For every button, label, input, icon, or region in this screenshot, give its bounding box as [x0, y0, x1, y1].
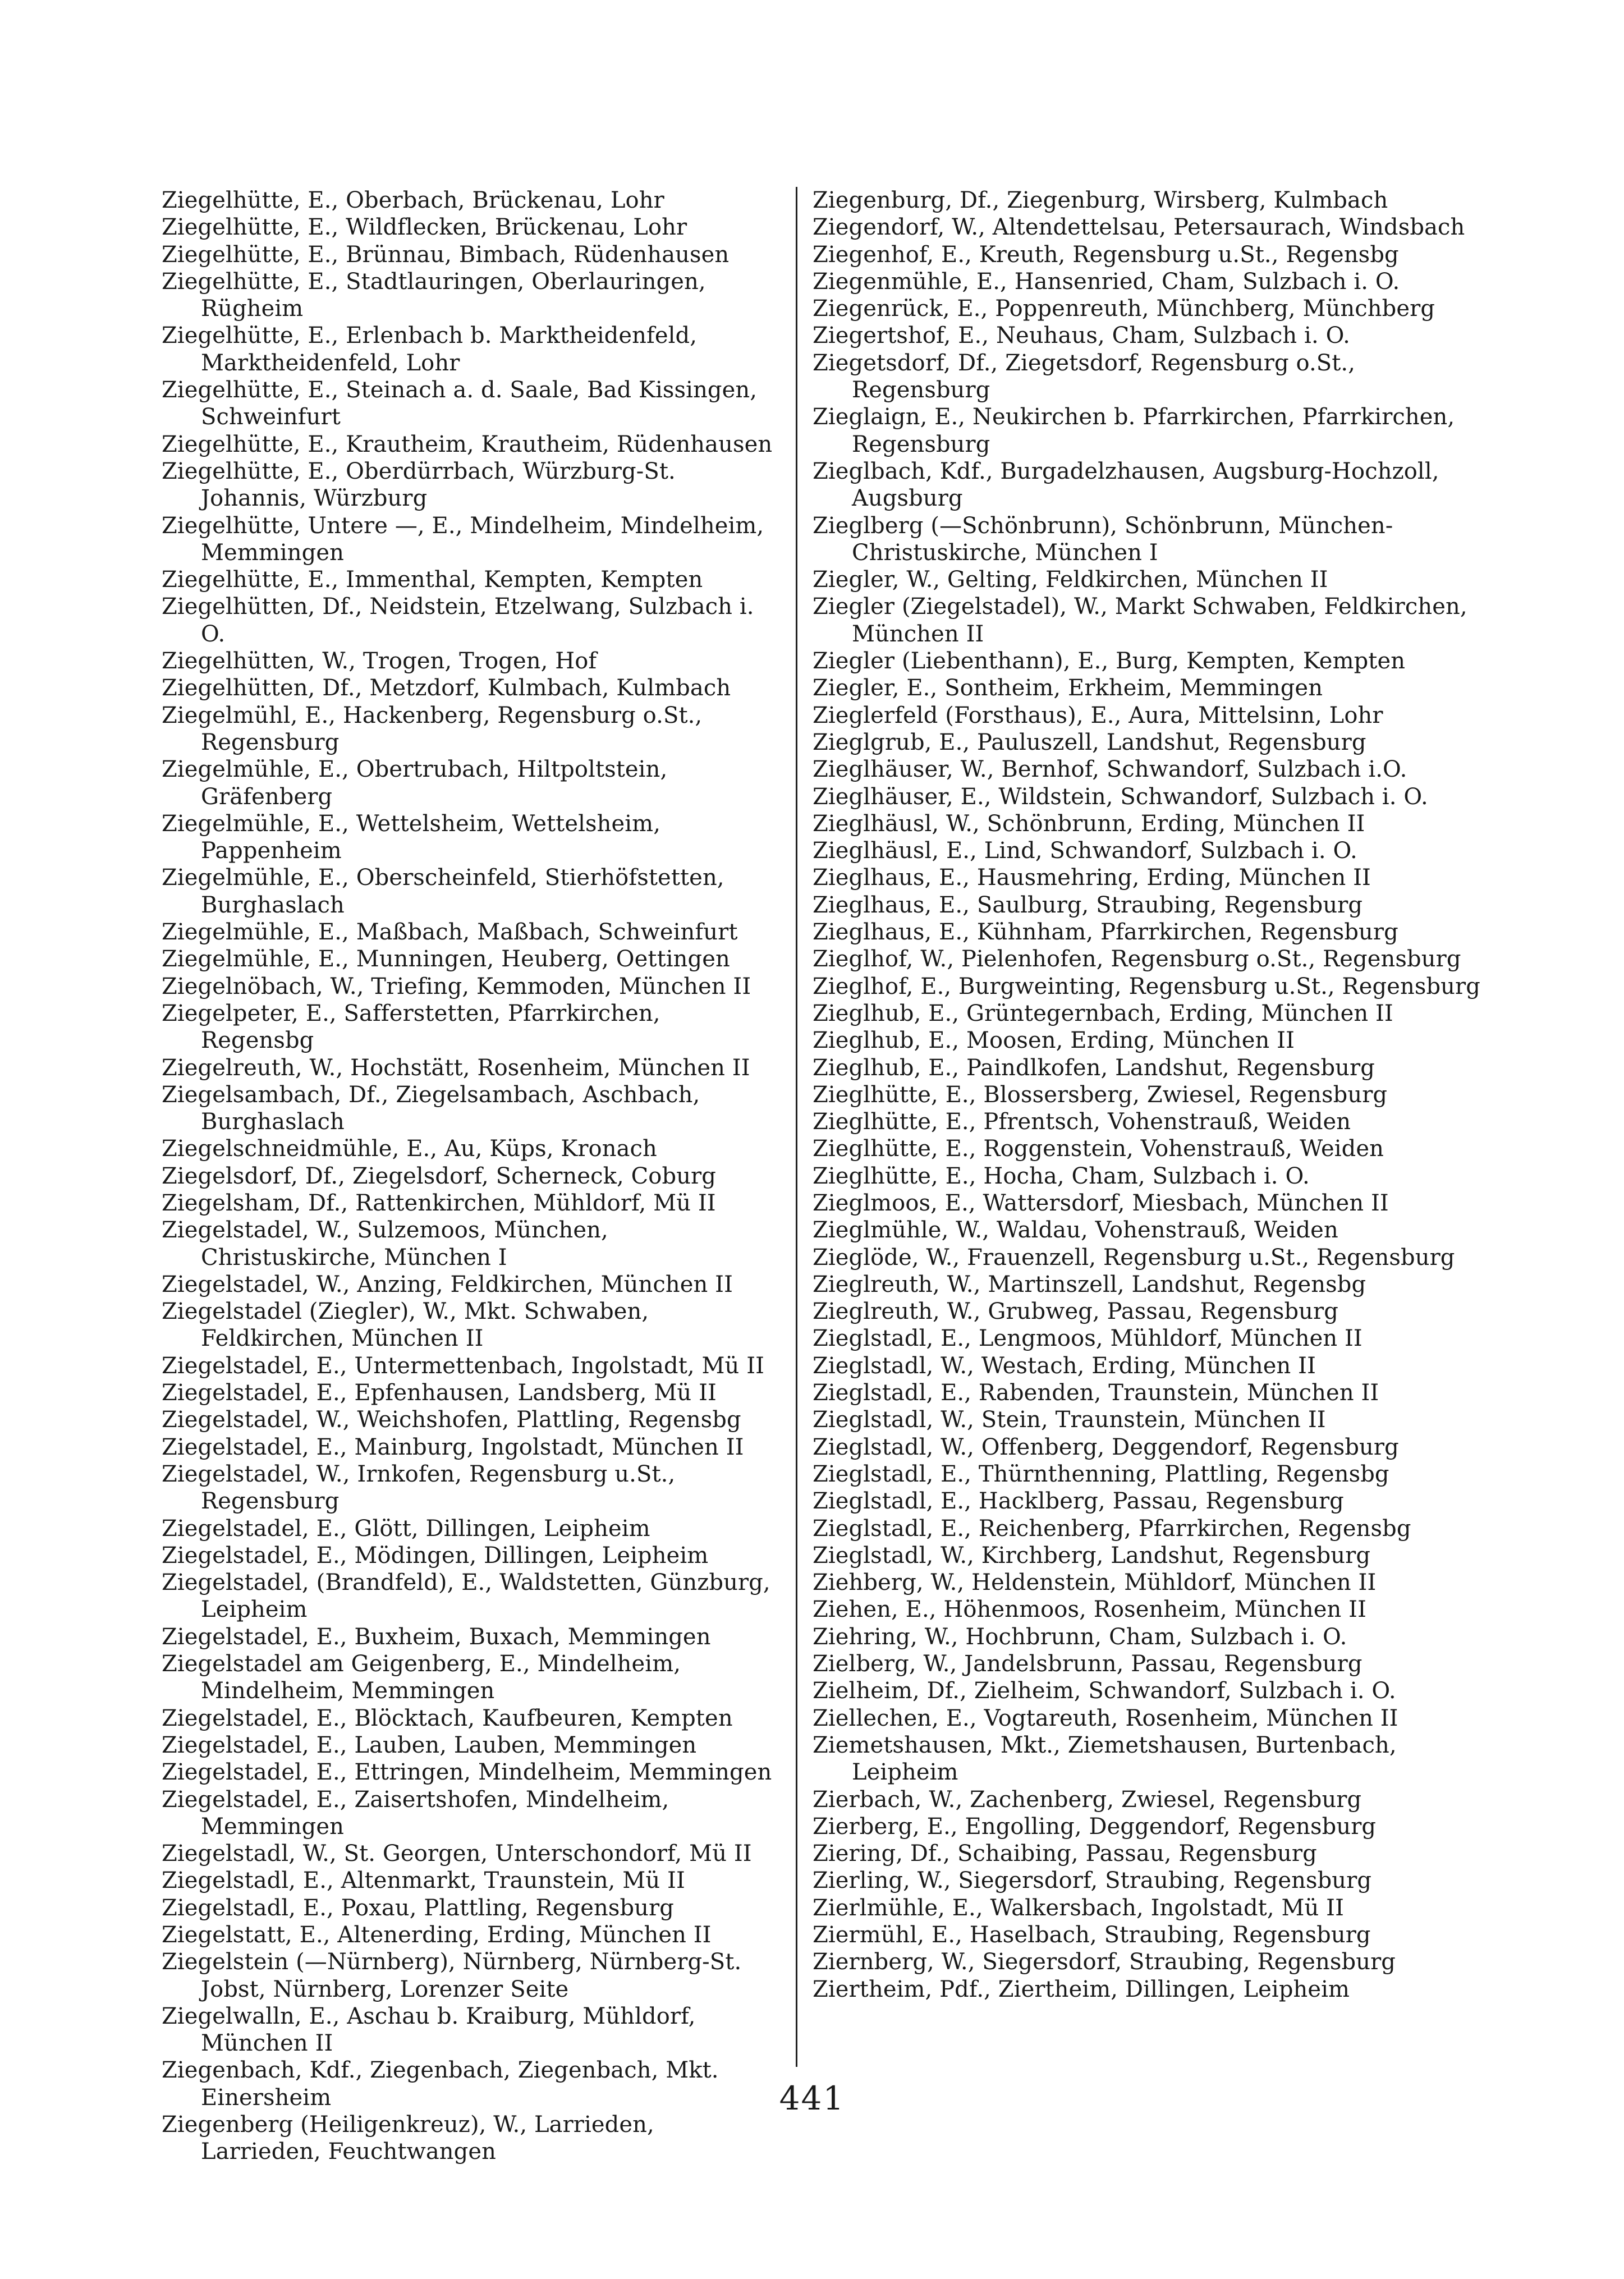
index-entry: Zieglhaus, E., Kühnham, Pfarrkirchen, Regensburg	[813, 919, 1398, 946]
index-entry: Ziehberg, W., Heldenstein, Mühldorf, München II	[813, 1570, 1377, 1596]
index-entry: Ziegelmühle, E., Obertrubach, Hiltpoltstein, Gräfenberg	[162, 756, 668, 810]
index-entry: Ziegler, E., Sontheim, Erkheim, Memmingen	[813, 675, 1323, 701]
index-entry: Zieglmühle, W., Waldau, Vohenstrauß, Weiden	[813, 1217, 1338, 1244]
index-entry: Ziegelstadel, E., Ettringen, Mindelheim, Memmingen	[162, 1759, 772, 1786]
index-entry: Ziernberg, W., Siegersdorf, Straubing, Regensburg	[813, 1949, 1396, 1975]
index-entry: Ziegelstadel, W., Irnkofen, Regensburg u.St., Regensburg	[162, 1461, 676, 1515]
index-entry: Ziegelstadel, E., Mödingen, Dillingen, Leipheim	[162, 1542, 709, 1569]
index-entry: Ziering, Df., Schaibing, Passau, Regensburg	[813, 1841, 1317, 1867]
index-entry: Ziegelhütte, E., Oberbach, Brückenau, Lohr	[162, 187, 664, 213]
index-entry: Zierling, W., Siegersdorf, Straubing, Regensburg	[813, 1868, 1372, 1894]
index-entry: Ziegelstadel, E., Zaisertshofen, Mindelheim, Memmingen	[162, 1786, 669, 1840]
index-entry: Ziermühl, E., Haselbach, Straubing, Regensburg	[813, 1922, 1371, 1948]
index-entry: Ziegelstadel, E., Buxheim, Buxach, Memmingen	[162, 1624, 711, 1650]
index-entry: Zieglhäusl, E., Lind, Schwandorf, Sulzbach i. O.	[813, 838, 1357, 864]
index-entry: Ziegelmühle, E., Oberscheinfeld, Stierhöfstetten, Burghaslach	[162, 865, 724, 918]
index-entry: Ziegelsham, Df., Rattenkirchen, Mühldorf, Mü II	[162, 1190, 716, 1216]
index-entry: Ziegelstadl, E., Altenmarkt, Traunstein, Mü II	[162, 1868, 685, 1894]
index-entry: Ziegelstadel, E., Blöcktach, Kaufbeuren, Kempten	[162, 1705, 733, 1731]
index-entry: Zieglhäuser, W., Bernhof, Schwandorf, Sulzbach i.O.	[813, 756, 1407, 783]
index-entry: Ziegelstein (—Nürnberg), Nürnberg, Nürnberg-St. Jobst, Nürnberg, Lorenzer Seite	[162, 1949, 742, 2002]
index-entry: Ziegelstadel, E., Lauben, Lauben, Memmingen	[162, 1732, 697, 1758]
index-entry: Zieglstadl, E., Hacklberg, Passau, Regensburg	[813, 1488, 1344, 1515]
index-entry: Zieglgrub, E., Pauluszell, Landshut, Regensburg	[813, 729, 1366, 755]
index-entry: Zieglerfeld (Forsthaus), E., Aura, Mittelsinn, Lohr	[813, 702, 1383, 728]
index-entry: Ziegelstadl, E., Poxau, Plattling, Regensburg	[162, 1895, 674, 1921]
index-entry: Zieglstadl, E., Rabenden, Traunstein, München II	[813, 1380, 1379, 1406]
index-entry: Ziegelstadel, (Brandfeld), E., Waldstetten, Günzburg, Leipheim	[162, 1570, 770, 1623]
index-entry: Ziegelstadel, W., Anzing, Feldkirchen, München II	[162, 1271, 733, 1297]
index-entry: Zieglstadl, W., Offenberg, Deggendorf, Regensburg	[813, 1434, 1399, 1460]
index-entry: Zieglhütte, E., Roggenstein, Vohenstrauß, Weiden	[813, 1136, 1384, 1162]
index-entry: Ziegelhütte, Untere —, E., Mindelheim, Mindelheim, Memmingen	[162, 512, 764, 566]
index-entry: Zieglhütte, E., Hocha, Cham, Sulzbach i. O.	[813, 1163, 1310, 1189]
index-entry: Ziegelhütte, E., Oberdürrbach, Würzburg-St. Johannis, Würzburg	[162, 458, 676, 512]
index-entry: Ziegelstatt, E., Altenerding, Erding, München II	[162, 1922, 712, 1948]
column-divider	[796, 187, 797, 2067]
index-entry: Zielheim, Df., Zielheim, Schwandorf, Sulzbach i. O.	[813, 1678, 1396, 1704]
index-entry: Zieglaign, E., Neukirchen b. Pfarrkirchen, Pfarrkirchen, Regensburg	[813, 404, 1455, 457]
index-entry: Zieglhaus, E., Saulburg, Straubing, Regensburg	[813, 892, 1363, 918]
index-entry: Ziegelreuth, W., Hochstätt, Rosenheim, München II	[162, 1054, 750, 1081]
index-entry: Ziegelhütten, Df., Neidstein, Etzelwang, Sulzbach i. O.	[162, 594, 754, 647]
index-entry: Ziegelsdorf, Df., Ziegelsdorf, Scherneck, Coburg	[162, 1163, 716, 1189]
index-entry: Ziegenberg (Heiligenkreuz), W., Larrieden, Larrieden, Feuchtwangen	[162, 2112, 654, 2165]
index-entry: Ziegelhütte, E., Wildflecken, Brückenau, Lohr	[162, 214, 687, 241]
index-entry: Ziegelhütte, E., Immenthal, Kempten, Kempten	[162, 567, 703, 593]
index-entry: Ziegelschneidmühle, E., Au, Küps, Kronach	[162, 1136, 657, 1162]
index-entry: Ziegenbach, Kdf., Ziegenbach, Ziegenbach, Mkt. Einersheim	[162, 2057, 719, 2111]
index-entry: Ziegler (Ziegelstadel), W., Markt Schwaben, Feldkirchen, München II	[813, 594, 1467, 647]
index-entry: Ziegelstadel, E., Glött, Dillingen, Leipheim	[162, 1515, 650, 1542]
index-entry: Zieglstadl, E., Thürnthenning, Plattling, Regensbg	[813, 1461, 1389, 1487]
index-entry: Ziegelnöbach, W., Triefing, Kemmoden, München II	[162, 973, 751, 999]
index-entry: Zieglhof, W., Pielenhofen, Regensburg o.St., Regensburg	[813, 946, 1461, 973]
index-entry: Zierlmühle, E., Walkersbach, Ingolstadt, Mü II	[813, 1895, 1344, 1921]
index-entry: Ziegelhütte, E., Steinach a. d. Saale, Bad Kissingen, Schweinfurt	[162, 377, 758, 430]
index-entry: Ziegenrück, E., Poppenreuth, Münchberg, Münchberg	[813, 296, 1435, 322]
index-entry: Ziegendorf, W., Altendettelsau, Petersaurach, Windsbach	[813, 214, 1465, 241]
index-entry: Zieglstadl, E., Lengmoos, Mühldorf, München II	[813, 1326, 1362, 1352]
index-entry: Zieglreuth, W., Grubweg, Passau, Regensburg	[813, 1299, 1338, 1325]
index-entry: Ziegelmühl, E., Hackenberg, Regensburg o.St., Regensburg	[162, 702, 703, 755]
index-entry: Zierbach, W., Zachenberg, Zwiesel, Regensburg	[813, 1786, 1362, 1813]
index-entry: Ziegenhof, E., Kreuth, Regensburg u.St., Regensbg	[813, 241, 1399, 268]
index-entry: Ziemetshausen, Mkt., Ziemetshausen, Burtenbach, Leipheim	[813, 1732, 1397, 1786]
index-entry: Ziegenburg, Df., Ziegenburg, Wirsberg, Kulmbach	[813, 187, 1388, 213]
index-entry: Zieglhütte, E., Blossersberg, Zwiesel, Regensburg	[813, 1081, 1388, 1108]
index-entry: Ziegelstadel, E., Untermettenbach, Ingolstadt, Mü II	[162, 1352, 765, 1379]
index-entry: Ziegelmühle, E., Munningen, Heuberg, Oettingen	[162, 946, 730, 973]
index-entry: Ziegelhütten, Df., Metzdorf, Kulmbach, Kulmbach	[162, 675, 731, 701]
index-entry: Zieglhaus, E., Hausmehring, Erding, München II	[813, 865, 1371, 891]
index-entry: Ziegelstadl, W., St. Georgen, Unterschondorf, Mü II	[162, 1841, 752, 1867]
index-entry: Zieglstadl, W., Westach, Erding, München II	[813, 1352, 1316, 1379]
index-entry: Zieglhütte, E., Pfrentsch, Vohenstrauß, Weiden	[813, 1109, 1351, 1135]
index-entry: Ziehring, W., Hochbrunn, Cham, Sulzbach i. O.	[813, 1624, 1347, 1650]
index-entry: Zieglberg (—Schönbrunn), Schönbrunn, München-Christuskirche, München I	[813, 512, 1393, 566]
index-entry: Zieglbach, Kdf., Burgadelzhausen, Augsburg-Hochzoll, Augsburg	[813, 458, 1439, 512]
index-entry: Zieglhub, E., Grüntegernbach, Erding, München II	[813, 1000, 1393, 1026]
index-entry: Ziegelstadel am Geigenberg, E., Mindelheim, Mindelheim, Memmingen	[162, 1651, 681, 1704]
index-entry: Zierberg, E., Engolling, Deggendorf, Regensburg	[813, 1813, 1377, 1840]
index-entry: Ziegelmühle, E., Maßbach, Maßbach, Schweinfurt	[162, 919, 738, 946]
index-entry: Ziegelhütte, E., Erlenbach b. Marktheidenfeld, Marktheidenfeld, Lohr	[162, 323, 698, 376]
index-entry: Zieglhof, E., Burgweinting, Regensburg u.St., Regensburg	[813, 973, 1480, 999]
index-entry: Ziegelhütte, E., Krautheim, Krautheim, Rüdenhausen	[162, 431, 773, 457]
index-entry: Zieglstadl, W., Kirchberg, Landshut, Regensburg	[813, 1542, 1371, 1569]
index-entry: Zieglhub, E., Moosen, Erding, München II	[813, 1028, 1295, 1054]
index-entry: Zieglstadl, E., Reichenberg, Pfarrkirchen, Regensbg	[813, 1515, 1411, 1542]
right-column	[813, 187, 1483, 2003]
index-entry: Zieglhäusl, W., Schönbrunn, Erding, München II	[813, 810, 1365, 837]
index-entry: Ziegetsdorf, Df., Ziegetsdorf, Regensburg o.St., Regensburg	[813, 350, 1356, 403]
index-entry: Ziegenmühle, E., Hansenried, Cham, Sulzbach i. O.	[813, 268, 1400, 295]
index-entry: Zielberg, W., Jandelsbrunn, Passau, Regensburg	[813, 1651, 1362, 1677]
index-entry: Ziegertshof, E., Neuhaus, Cham, Sulzbach i. O.	[813, 323, 1350, 349]
index-entry: Ziegelstadel, E., Mainburg, Ingolstadt, München II	[162, 1434, 744, 1460]
index-entry: Ziegelhütte, E., Brünnau, Bimbach, Rüdenhausen	[162, 241, 730, 268]
left-column	[162, 187, 779, 2166]
index-entry: Zieglreuth, W., Martinszell, Landshut, Regensbg	[813, 1271, 1366, 1297]
index-entry: Ziegelsambach, Df., Ziegelsambach, Aschbach, Burghaslach	[162, 1081, 700, 1135]
index-entry: Ziegler, W., Gelting, Feldkirchen, München II	[813, 567, 1328, 593]
index-entry: Ziegler (Liebenthann), E., Burg, Kempten, Kempten	[813, 648, 1406, 675]
index-entry: Ziegelstadel, W., Sulzemoos, München, Christuskirche, München I	[162, 1217, 608, 1271]
page-number: 441	[779, 2079, 845, 2117]
index-entry: Ziellechen, E., Vogtareuth, Rosenheim, München II	[813, 1705, 1398, 1731]
index-entry: Zieglhub, E., Paindlkofen, Landshut, Regensburg	[813, 1054, 1375, 1081]
index-entry: Zieglhäuser, E., Wildstein, Schwandorf, Sulzbach i. O.	[813, 783, 1428, 810]
index-entry: Ziegelstadel, E., Epfenhausen, Landsberg, Mü II	[162, 1380, 717, 1406]
index-entry: Ziegelhütte, E., Stadtlauringen, Oberlauringen, Rügheim	[162, 268, 706, 322]
index-entry: Ziegelhütten, W., Trogen, Trogen, Hof	[162, 648, 597, 675]
index-entry: Zieglmoos, E., Wattersdorf, Miesbach, München II	[813, 1190, 1389, 1216]
index-entry: Ziegelstadel (Ziegler), W., Mkt. Schwaben, Feldkirchen, München II	[162, 1299, 649, 1352]
index-entry: Zieglstadl, W., Stein, Traunstein, München II	[813, 1407, 1326, 1433]
index-entry: Ziegelwalln, E., Aschau b. Kraiburg, Mühldorf, München II	[162, 2003, 696, 2057]
index-entry: Ziegelstadel, W., Weichshofen, Plattling, Regensbg	[162, 1407, 741, 1433]
index-entry: Ziegelpeter, E., Safferstetten, Pfarrkirchen, Regensbg	[162, 1000, 660, 1054]
index-entry: Ziehen, E., Höhenmoos, Rosenheim, München II	[813, 1597, 1366, 1623]
index-entry: Ziegelmühle, E., Wettelsheim, Wettelsheim, Pappenheim	[162, 810, 661, 864]
index-entry: Ziertheim, Pdf., Ziertheim, Dillingen, Leipheim	[813, 1976, 1350, 2002]
index-entry: Zieglöde, W., Frauenzell, Regensburg u.St., Regensburg	[813, 1244, 1455, 1271]
